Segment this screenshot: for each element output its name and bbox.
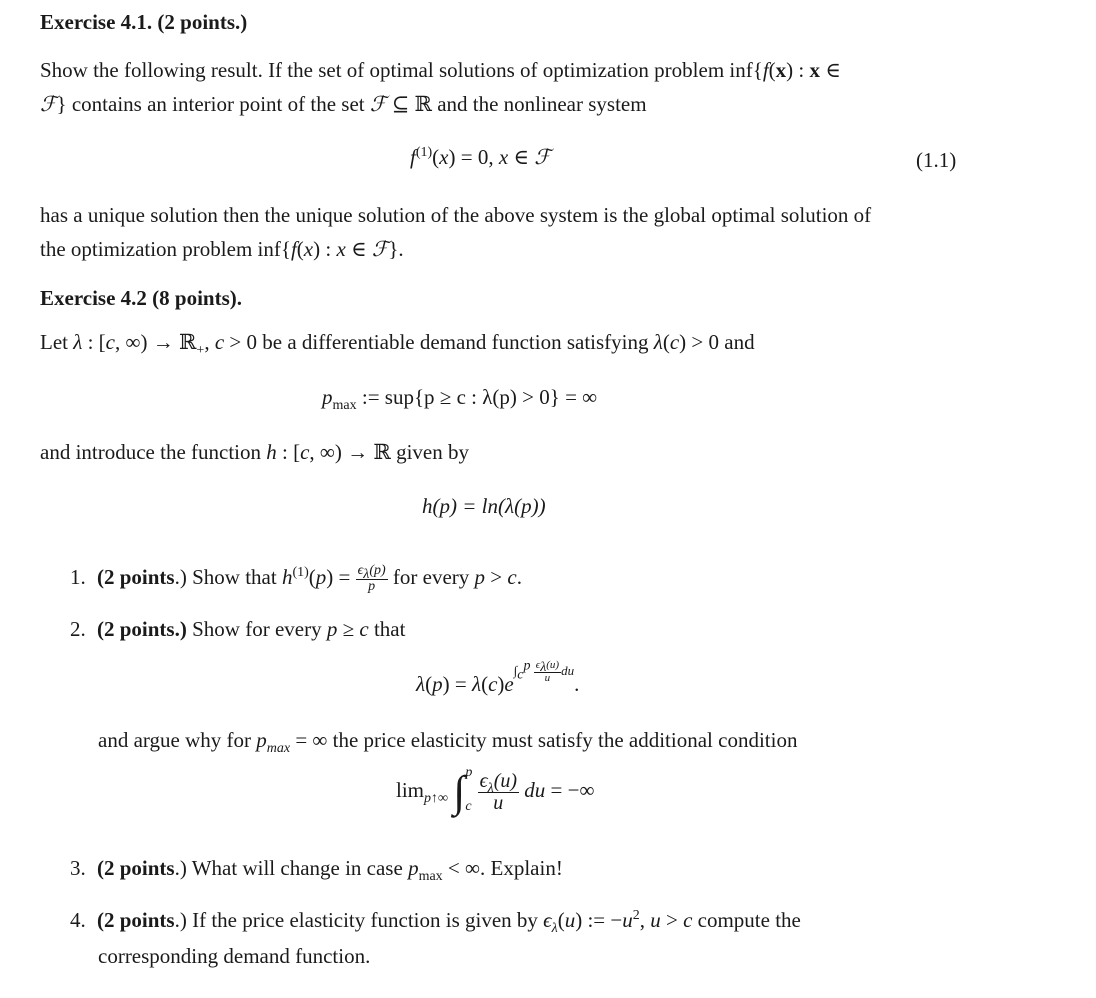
exercise-4-1-line-3: has a unique solution then the unique solution of the above system is the global optimal solution of: [40, 203, 872, 227]
exercise-4-1-line-4: the optimization problem inf{f(x) : x ∈ ℱ}.: [40, 237, 404, 261]
exercise-4-1-line-1: Show the following result. If the set of optimal solutions of optimization problem inf{f(x) : x ∈: [40, 58, 841, 82]
item-2: 2. (2 points.) Show for every p ≥ c that: [70, 617, 406, 641]
fraction-elasticity-over-p: $\frac{\epsilon_\lambda(p)}{p}$: [357, 563, 386, 594]
item-4: 4. (2 points.) If the price elasticity function is given by $\epsilon_\lambda(u)$ := $-u^2$, u > c compute the: [70, 908, 801, 937]
exercise-4-2-intro: Let λ : [c, ∞) → ℝ$_+$, c > 0 be a differentiable demand function satisfying λ(c) > 0 and: [40, 330, 755, 359]
exercise-4-1-line-2: ℱ} contains an interior point of the set ℱ ⊆ ℝ and the nonlinear system: [40, 92, 647, 116]
item-4-line-2: corresponding demand function.: [98, 944, 371, 968]
item-1: 1. (2 points.) Show that $h^{(1)}(p)$ = $\frac{\epsilon_\lambda(p)}{p}$ for every p > c.: [70, 563, 522, 594]
equation-label: (1.1): [916, 148, 957, 172]
item-2-argue: and argue why for $p_{max}$ = ∞ the price elasticity must satisfy the additional condition: [98, 728, 798, 757]
lambda-formula: $\lambda(p) = \lambda(c)e^{\int_c^p \frac{\epsilon_\lambda(u)}{u} du}$.: [416, 658, 580, 697]
limit-condition: $\lim_{p↑\infty}$ ∫ p c $\frac{\epsilon_\lambda(u)}{u}$ du = −∞: [396, 765, 595, 816]
item-3: 3. (2 points.) What will change in case $p_{max}$ < ∞. Explain!: [70, 856, 563, 885]
exercise-4-2-heading: Exercise 4.2 (8 points).: [40, 286, 243, 310]
exercise-4-1-heading: Exercise 4.1. (2 points.): [40, 10, 248, 34]
equation-1-1: $f^{(1)}(x) = 0$, x ∈ ℱ: [410, 145, 551, 169]
h-definition: h(p) = ln(λ(p)): [422, 494, 546, 518]
exercise-4-2-intro-2: and introduce the function h : [c, ∞) → ℝ given by: [40, 440, 469, 464]
pmax-definition: $p_{max}$ := sup{p ≥ c : λ(p) > 0} = ∞: [322, 385, 598, 414]
